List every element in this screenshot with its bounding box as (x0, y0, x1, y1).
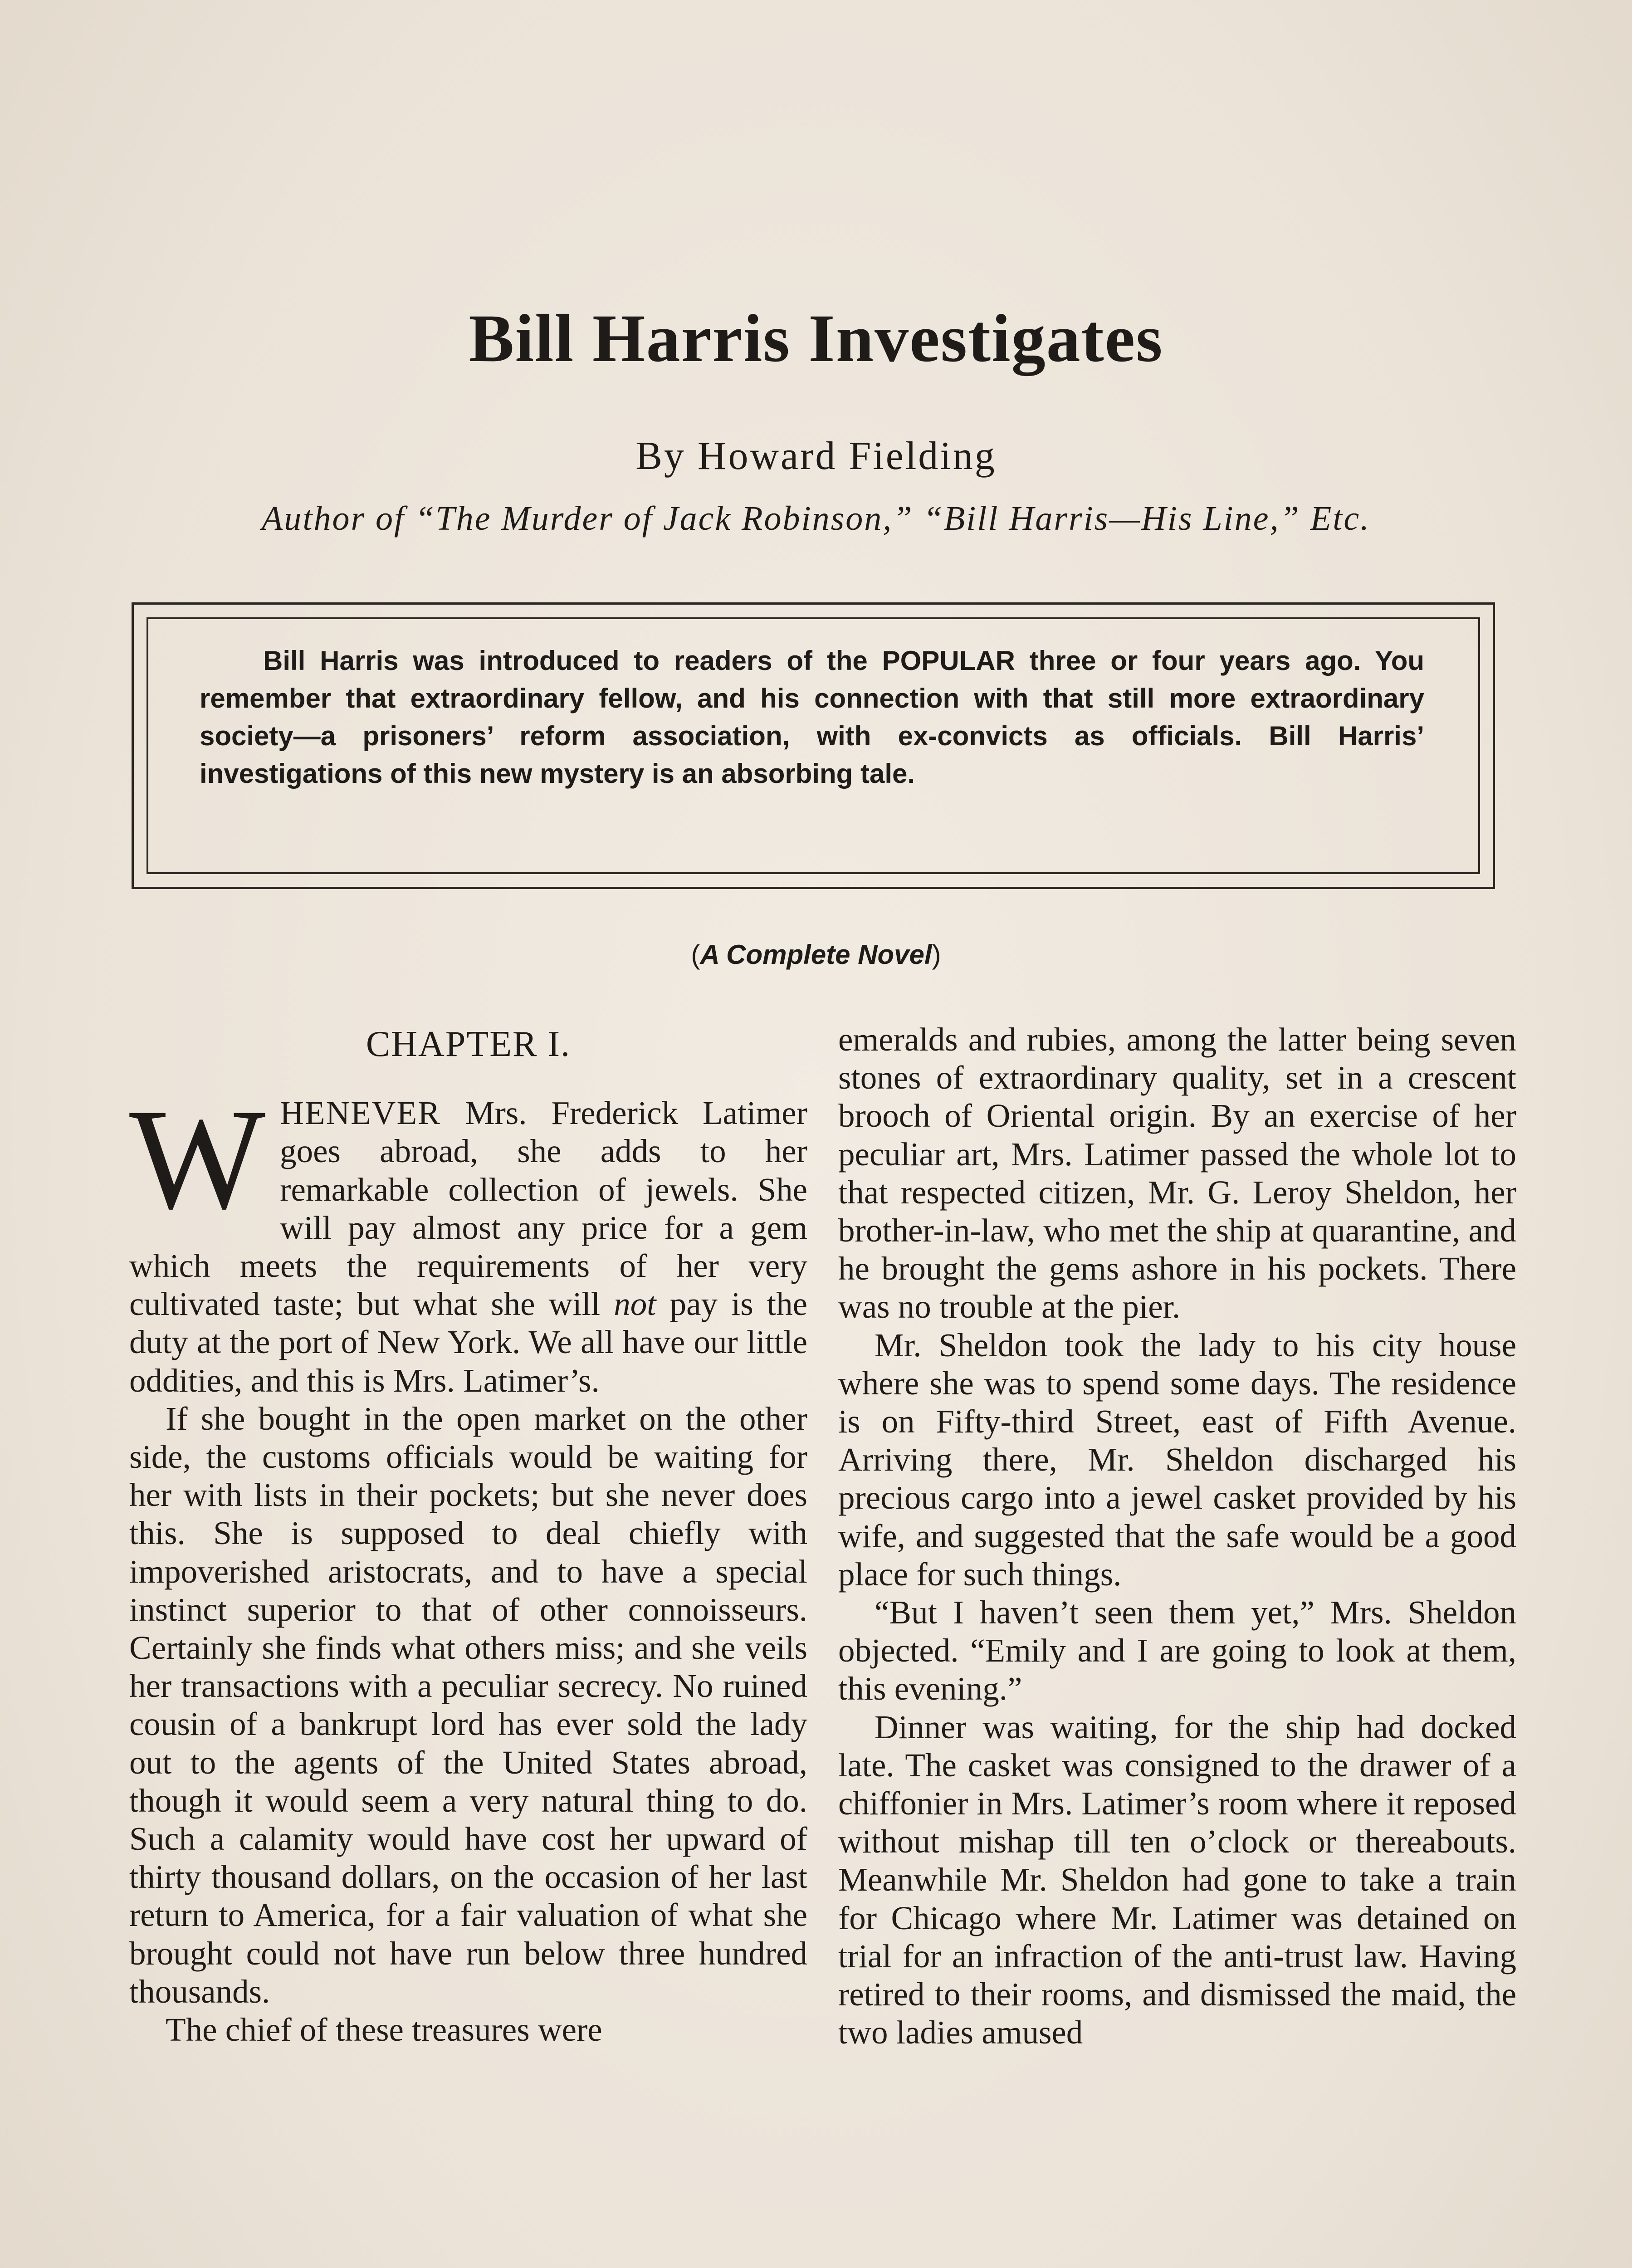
paragraph-3-start: The chief of these treasures were (166, 2011, 602, 2048)
author-credits: Author of “The Murder of Jack Robinson,” “Bill Harris—His Line,” Etc. (261, 499, 1371, 538)
article-title: Bill Harris Investigates (469, 301, 1163, 376)
paragraph-1-end: pay is the duty at the port of New York. We all have our little oddities, and this is Mrs. Latimer’s. (129, 1286, 807, 1399)
novel-label-close: ) (932, 939, 941, 970)
novel-label (0, 939, 1632, 970)
chapter-heading: CHAPTER I. (366, 1024, 571, 1064)
article-byline: By Howard Fielding (635, 434, 997, 478)
first-word: HENEVER (280, 1095, 441, 1132)
drop-cap: W (129, 1079, 266, 1239)
emphasis-not: not (614, 1286, 656, 1323)
right-column (838, 1021, 1516, 2052)
novel-label-text: A Complete Novel (700, 939, 932, 970)
paragraph-1 (129, 1079, 807, 1400)
paragraph-5: “But I haven’t seen them yet,” Mrs. Sheldon objected. “Emily and I are going to look at them, this evening.” (838, 1594, 1516, 1707)
novel-label-open: ( (691, 939, 700, 970)
paragraph-4: Mr. Sheldon took the lady to his city house where she was to spend some days. The residence is on Fifty-third Street, east of Fifth Avenue. Arriving there, Mr. Sheldon discharged his precious cargo into a jewel casket provided by his wife, and suggested that the safe would be a good place for such things. (838, 1326, 1516, 1593)
paragraph-3-continued: emeralds and rubies, among the latter being seven stones of extraordinary quality, set in a crescent brooch of Oriental origin. By an exercise of her peculiar art, Mrs. Latimer passed the whole lot to that respected citizen, Mr. G. Leroy Sheldon, her brother-in-law, who met the ship at quarantine, and he brought the gems ashore in his pockets. There was no trouble at the pier. (838, 1021, 1516, 1325)
intro-box-text: Bill Harris was introduced to readers of the POPULAR three or four years ago. You remember that extraordinary fellow, and his connection with that still more extraordinary society—a prisoners’ reform association, with ex-convicts as officials. Bill Harris’ investigations of this new mystery is an absorbing tale. (200, 645, 1424, 789)
paragraph-6: Dinner was waiting, for the ship had docked late. The casket was consigned to the drawer of a chiffonier in Mrs. Latimer’s room where it reposed without mishap till ten o’clock or thereabouts. Meanwhile Mr. Sheldon had gone to take a train for Chicago where Mr. Latimer was detained on trial for an infraction of the anti-trust law. Having retired to their rooms, and dismissed the maid, the two ladies amused (838, 1708, 1516, 2051)
paragraph-1-text: Mrs. Frederick Latimer goes abroad, she adds to her remarkable collection of jewels. She will pay almost any price for a gem which meets the requirements of her very cultivated taste; but what she will (129, 1095, 807, 1323)
intro-box (132, 602, 1495, 889)
left-column (129, 1021, 807, 2049)
paragraph-2: If she bought in the open market on the other side, the customs officials would be waiting for her with lists in their pockets; but she never does this. She is supposed to deal chiefly with impoverished aristocrats, and to have a special instinct superior to that of other connoisseurs. Certainly she finds what others miss; and she veils her transactions with a peculiar secrecy. No ruined cousin of a bankrupt lord has ever sold the lady out to the agents of the United States abroad, though it would seem a very natural thing to do. Such a calamity would have cost her upward of thirty thousand dollars, on the occasion of her last return to America, for a fair valuation of what she brought could not have run below three hundred thousands. (129, 1400, 807, 2010)
